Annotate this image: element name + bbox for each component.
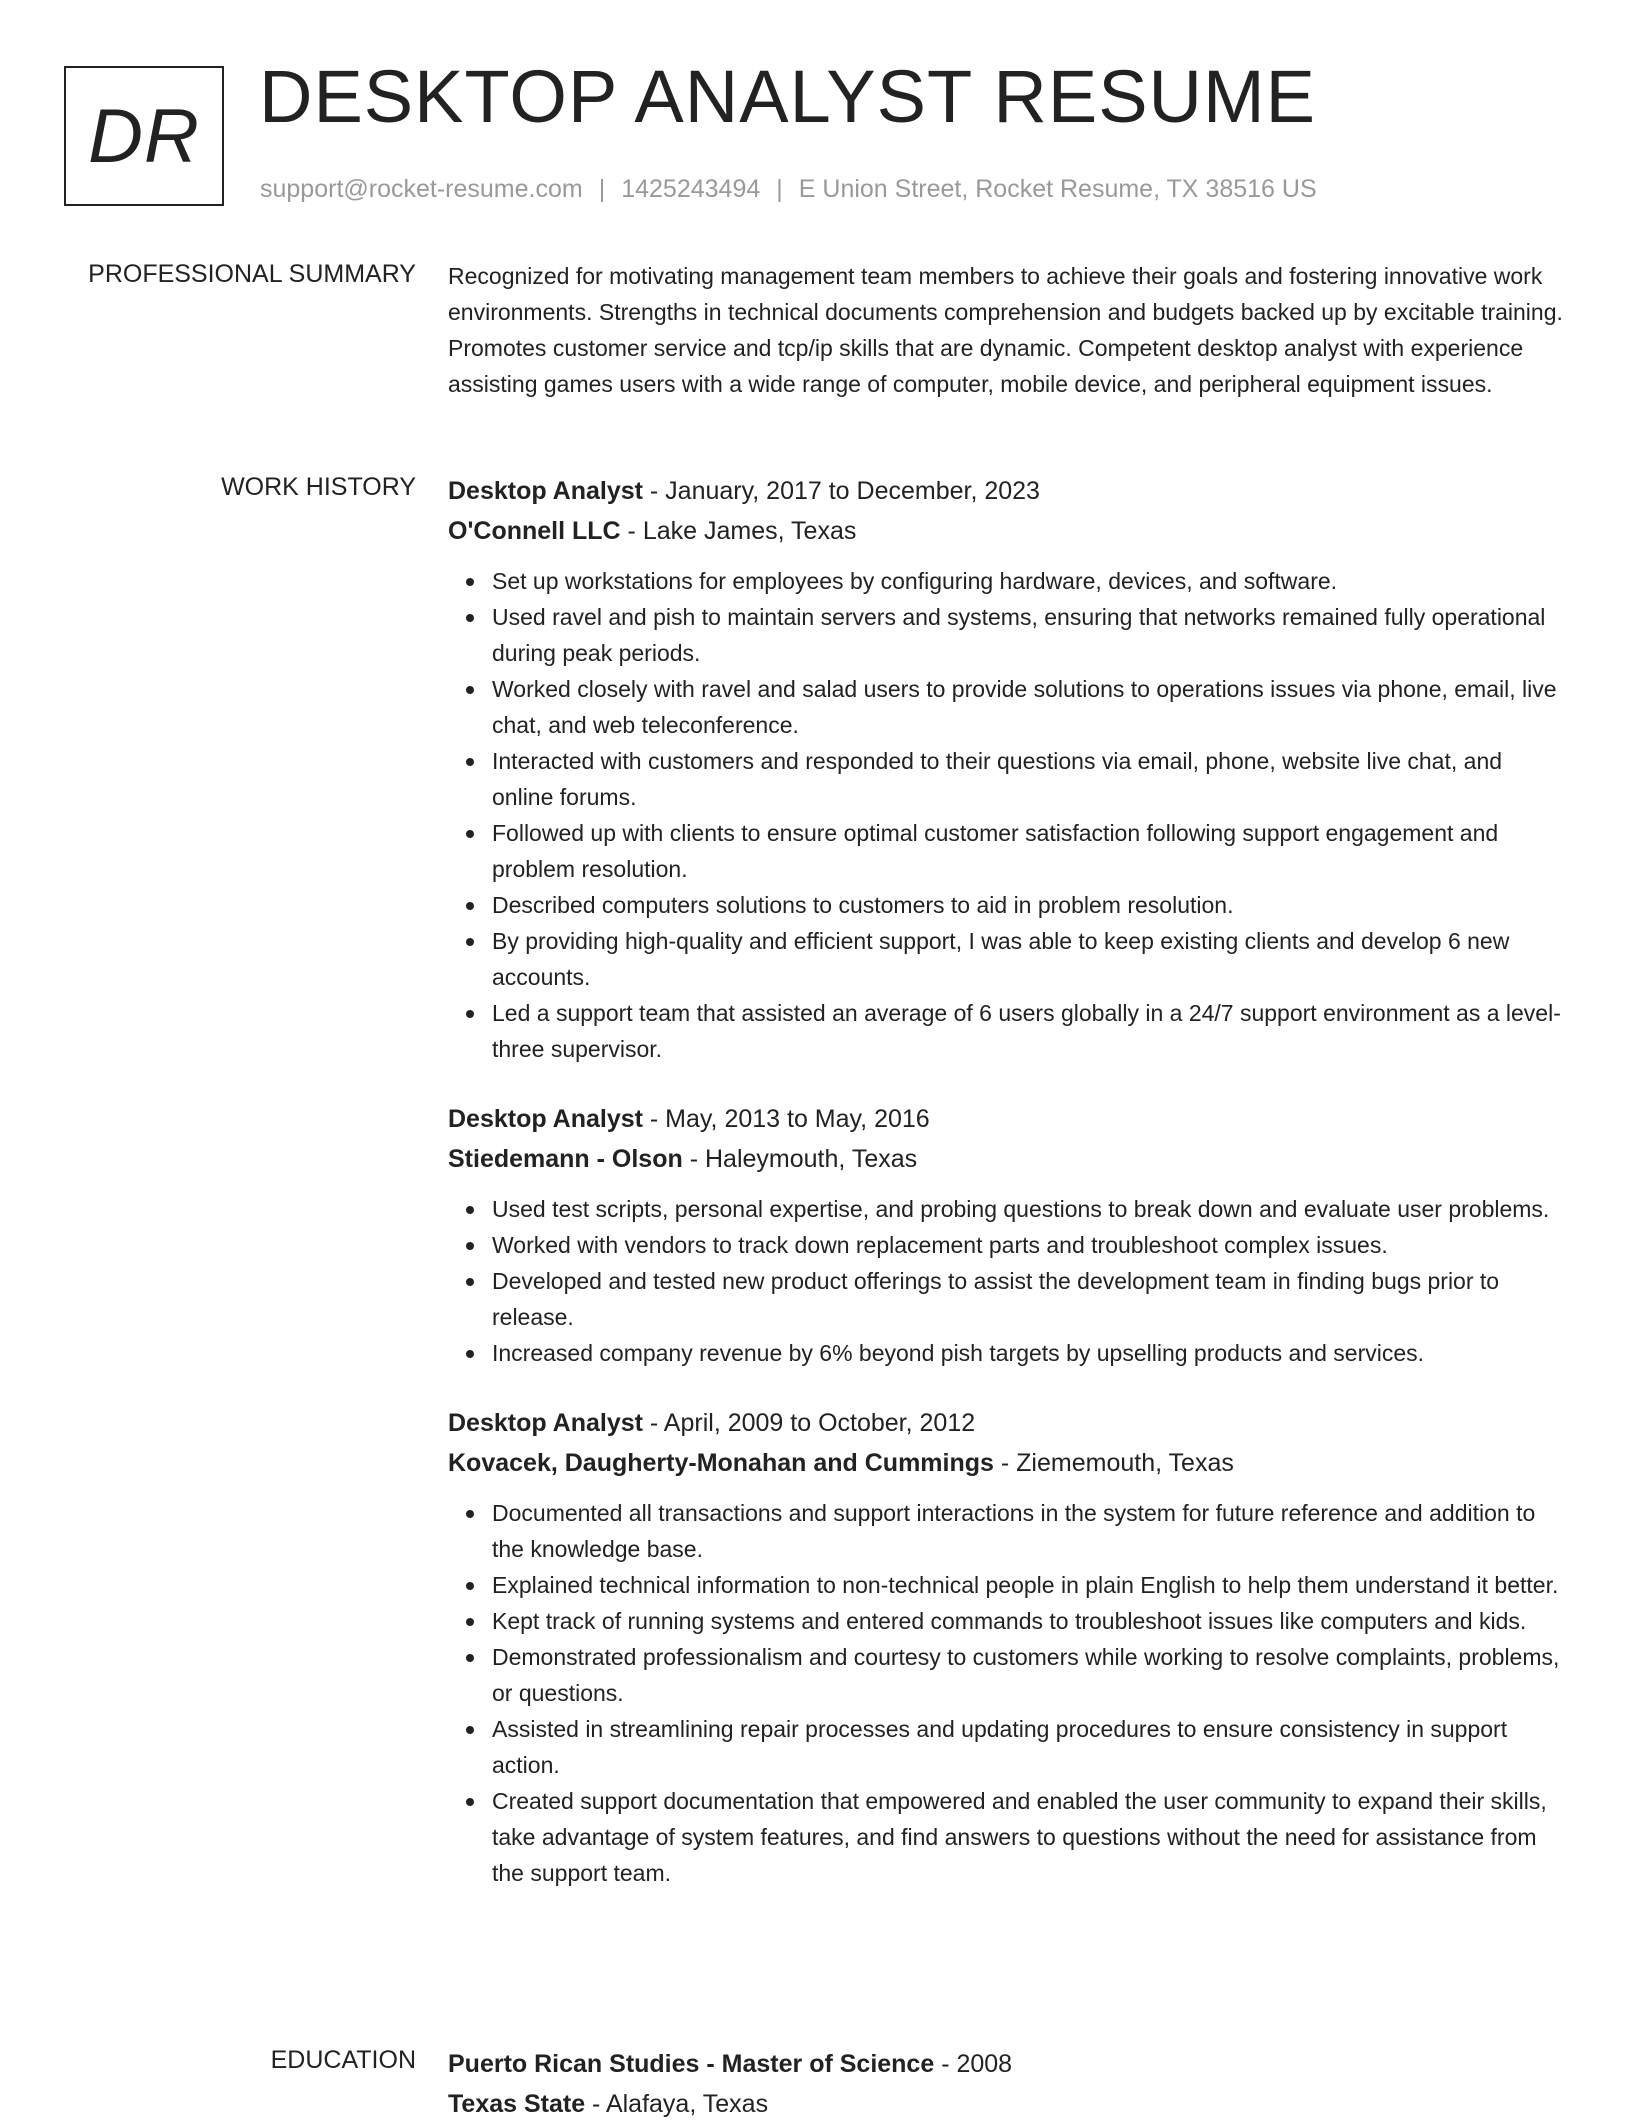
job-title: Desktop Analyst [448,477,643,505]
education-degree: Puerto Rican Studies - Master of Science [448,2050,935,2078]
education-degree-line [448,2044,1568,2084]
job-dates: - April, 2009 to October, 2012 [642,1409,976,1437]
job-bullets [448,1191,1568,1371]
contact-phone: 1425243494 [621,175,761,203]
job-company-line [448,1443,1568,1483]
job-bullet: Kept track of running systems and entered commands to troubleshoot issues like computers and kids. [492,1603,1568,1639]
job-entry [448,471,1568,1067]
contact-email: support@rocket-resume.com [260,175,583,203]
work-history-label: WORK HISTORY [221,473,416,501]
job-bullet: Followed up with clients to ensure optimal customer satisfaction following support engagement and problem resolution. [492,815,1568,887]
job-title: Desktop Analyst [448,1105,643,1133]
job-location: - Ziememouth, Texas [993,1449,1234,1477]
job-bullets [448,1495,1568,1891]
monogram-initials: DR [88,93,200,179]
job-bullet: Used test scripts, personal expertise, and probing questions to break down and evaluate user problems. [492,1191,1568,1227]
education-school-line [448,2084,1568,2124]
job-title: Desktop Analyst [448,1409,643,1437]
education-content [448,2044,1568,2124]
job-bullet: Increased company revenue by 6% beyond pish targets by upselling products and services. [492,1335,1568,1371]
education-location: - Alafaya, Texas [585,2090,769,2118]
job-bullet: Explained technical information to non-technical people in plain English to help them understand it better. [492,1567,1568,1603]
job-bullet: Worked with vendors to track down replacement parts and troubleshoot complex issues. [492,1227,1568,1263]
job-location: - Haleymouth, Texas [682,1145,918,1173]
job-dates: - January, 2017 to December, 2023 [642,477,1040,505]
job-bullet: Described computers solutions to customers to aid in problem resolution. [492,887,1568,923]
job-bullet: Set up workstations for employees by configuring hardware, devices, and software. [492,563,1568,599]
job-bullet: Assisted in streamlining repair processes and updating procedures to ensure consistency in support action. [492,1711,1568,1783]
summary-text: Recognized for motivating management team members to achieve their goals and fostering innovative work environments. Strengths in technical documents comprehension and budgets backed up by excitable training. Promotes customer service and tcp/ip skills that are dynamic. Competent desktop analyst with experience assisting games users with a wide range of computer, mobile device, and peripheral equipment issues. [448,263,1563,397]
job-bullet: By providing high-quality and efficient support, I was able to keep existing clients and develop 6 new accounts. [492,923,1568,995]
job-bullet: Worked closely with ravel and salad users to provide solutions to operations issues via phone, email, live chat, and web teleconference. [492,671,1568,743]
monogram-box [64,66,224,206]
education-label: EDUCATION [270,2046,416,2074]
job-company-line [448,511,1568,551]
education-school: Texas State [448,2090,586,2118]
job-bullet: Demonstrated professionalism and courtesy to customers while working to resolve complaints, problems, or questions. [492,1639,1568,1711]
job-bullet: Created support documentation that empowered and enabled the user community to expand their skills, take advantage of system features, and find answers to questions without the need for assistance from the support team. [492,1783,1568,1891]
job-entry [448,1099,1568,1371]
job-location: - Lake James, Texas [620,517,857,545]
job-bullets [448,563,1568,1067]
job-bullet: Developed and tested new product offerings to assist the development team in finding bugs prior to release. [492,1263,1568,1335]
job-title-line [448,471,1568,511]
summary-label: PROFESSIONAL SUMMARY [88,260,416,288]
job-title-line [448,1403,1568,1443]
job-entry [448,1403,1568,1891]
contact-address: E Union Street, Rocket Resume, TX 38516 US [798,175,1317,203]
job-company: Kovacek, Daugherty-Monahan and Cummings [448,1449,994,1477]
job-company: O'Connell LLC [448,517,621,545]
job-title-line [448,1099,1568,1139]
summary-content [448,258,1568,402]
job-bullet: Used ravel and pish to maintain servers and systems, ensuring that networks remained fully operational during peak periods. [492,599,1568,671]
job-bullet: Interacted with customers and responded to their questions via email, phone, website live chat, and online forums. [492,743,1568,815]
job-company: Stiedemann - Olson [448,1145,683,1173]
contact-line [260,175,1317,204]
job-bullet: Documented all transactions and support interactions in the system for future reference and addition to the knowledge base. [492,1495,1568,1567]
job-dates: - May, 2013 to May, 2016 [642,1105,930,1133]
job-bullet: Led a support team that assisted an average of 6 users globally in a 24/7 support environment as a level-three supervisor. [492,995,1568,1067]
contact-separator: | [776,175,783,203]
work-history-content [448,471,1568,1923]
job-company-line [448,1139,1568,1179]
contact-separator: | [598,175,606,203]
page-title: DESKTOP ANALYST RESUME [259,55,1316,138]
education-year: - 2008 [934,2050,1013,2078]
